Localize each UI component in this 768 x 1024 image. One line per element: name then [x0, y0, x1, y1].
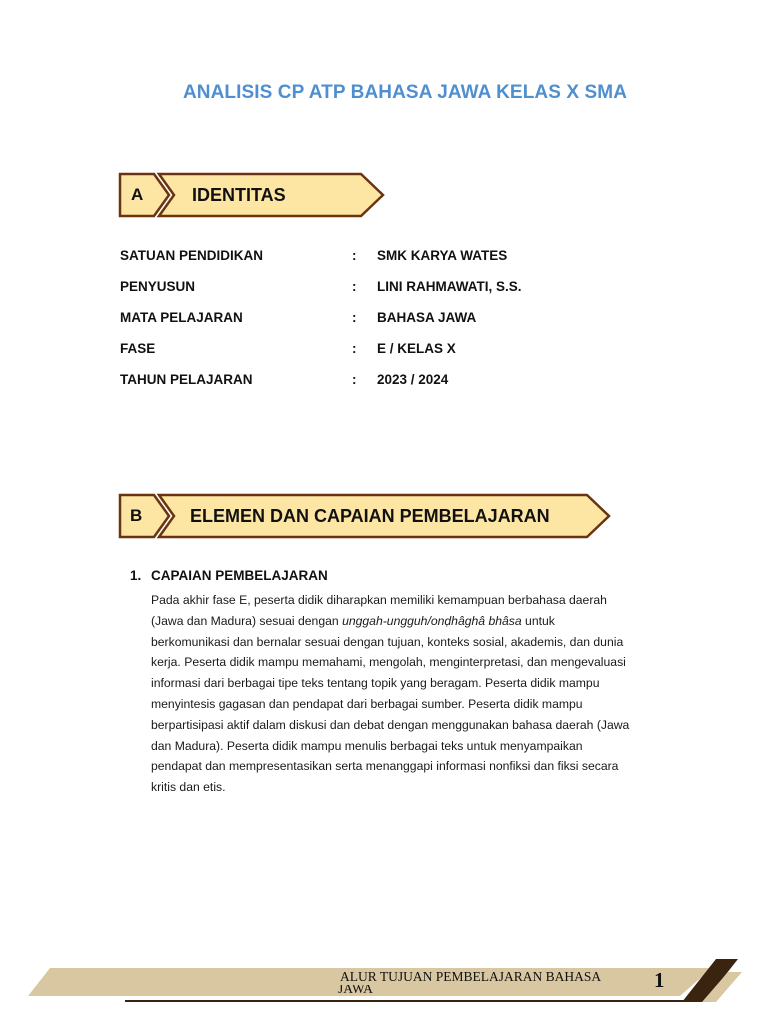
paragraph-text: untuk: [521, 613, 555, 628]
footer-title-overflow-text: JAWA: [338, 985, 373, 994]
paragraph-line: kritis dan etis.: [151, 780, 226, 795]
identity-colon: :: [352, 372, 357, 387]
identity-colon: :: [352, 341, 357, 356]
paragraph-line: menyintesis gagasan dan pendapat dari berbagai sumber. Peserta didik mampu: [151, 696, 583, 711]
paragraph-line: Pada akhir fase E, peserta didik diharapkan memiliki kemampuan berbahasa daerah: [151, 593, 607, 607]
capaian-paragraph: [151, 590, 696, 798]
page-number: 1: [654, 968, 665, 992]
paragraph-italic-term: unggah-ungguh/onḍhâghâ bhâsa: [342, 613, 522, 628]
identity-value: 2023 / 2024: [377, 372, 449, 387]
footer-title-overflow: [338, 985, 373, 994]
section-a-title: IDENTITAS: [192, 184, 286, 205]
list-number: 1.: [130, 568, 142, 583]
paragraph-line: berkomunikasi dan bernalar sesuai dengan tujuan, konteks sosial, akademis, dan dunia: [151, 634, 624, 649]
section-b-letter: B: [130, 506, 143, 525]
identity-value: E / KELAS X: [377, 341, 456, 356]
capaian-heading: CAPAIAN PEMBELAJARAN: [151, 568, 328, 583]
identity-colon: :: [352, 310, 357, 325]
paragraph-line: pendapat dan mempresentasikan serta menanggapi informasi nonfiksi dan fiksi secara: [151, 759, 619, 774]
identity-label: TAHUN PELAJARAN: [120, 372, 253, 387]
identity-value: LINI RAHMAWATI, S.S.: [377, 279, 522, 294]
page-footer: [0, 950, 768, 1024]
section-a-banner: [118, 172, 388, 218]
document-title: ANALISIS CP ATP BAHASA JAWA KELAS X SMA: [182, 82, 628, 103]
paragraph-line: [151, 611, 696, 632]
footer-title: ALUR TUJUAN PEMBELAJARAN BAHASA: [340, 969, 602, 984]
section-b-banner: [118, 493, 613, 539]
identity-label: FASE: [120, 341, 156, 356]
section-a-letter: A: [131, 185, 144, 204]
identity-label: SATUAN PENDIDIKAN: [120, 248, 264, 263]
paragraph-line: kerja. Peserta didik mampu memahami, mengolah, menginterpretasi, dan mengevaluasi: [151, 655, 626, 670]
paragraph-line: berpartisipasi aktif dalam diskusi dan debat dengan menggunakan bahasa daerah (Jawa: [151, 717, 630, 732]
paragraph-line: dan Madura). Peserta didik mampu menulis berbagai teks untuk menyampaikan: [151, 738, 583, 753]
section-b-title: ELEMEN DAN CAPAIAN PEMBELAJARAN: [190, 505, 550, 526]
paragraph-text: (Jawa dan Madura) sesuai dengan: [151, 613, 343, 628]
identity-value: BAHASA JAWA: [377, 310, 477, 325]
footer-decoration: [0, 950, 768, 1024]
paragraph-line: informasi dari berbagai tipe teks tentang topik yang beragam. Peserta didik mampu: [151, 676, 600, 691]
identity-colon: :: [352, 279, 357, 294]
identity-colon: :: [352, 248, 357, 263]
identity-label: PENYUSUN: [120, 279, 196, 294]
identity-label: MATA PELAJARAN: [120, 310, 243, 325]
identity-value: SMK KARYA WATES: [377, 248, 508, 263]
